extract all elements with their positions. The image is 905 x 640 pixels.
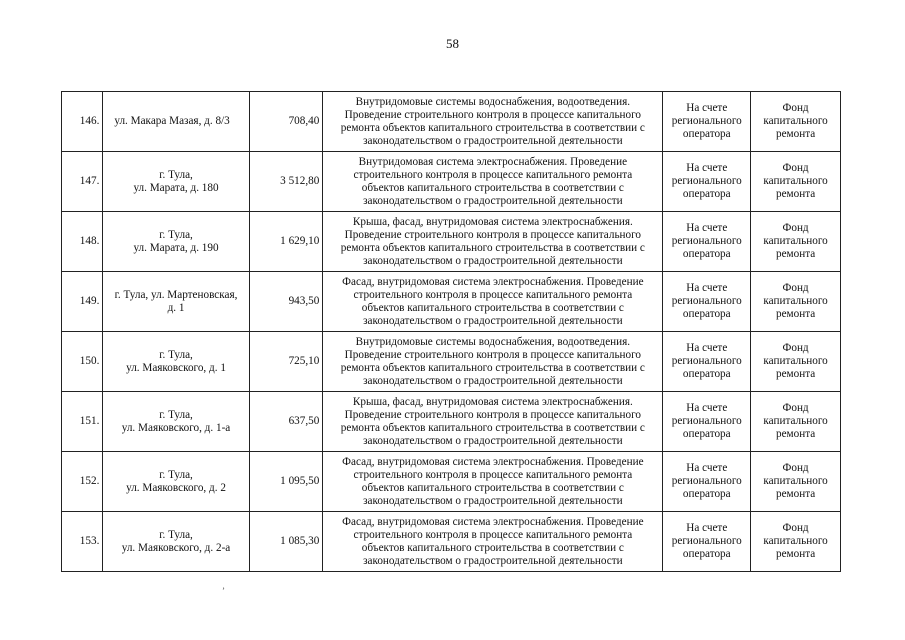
funding-source-cell-line: ремонта xyxy=(775,128,816,140)
works-cell-line: законодательством о градостроительной деятельности xyxy=(363,194,623,207)
row-number-line: 149. xyxy=(79,295,100,307)
account-cell-line: оператора xyxy=(682,248,731,260)
address-cell-line: г. Тула, xyxy=(159,168,193,181)
table-row xyxy=(62,512,841,572)
address-cell-line: ул. Маяковского, д. 1-а xyxy=(121,421,231,434)
account-cell xyxy=(663,452,751,512)
account-cell-line: оператора xyxy=(682,488,731,500)
row-number-line: 152. xyxy=(79,475,100,487)
works-cell-line: Внутридомовая система электроснабжения. Проведение xyxy=(358,155,628,168)
row-number xyxy=(62,212,103,272)
works-cell-line: законодательством о градостроительной деятельности xyxy=(363,554,623,567)
works-cell xyxy=(323,152,663,212)
funding-source-cell-line: капитального xyxy=(763,415,828,427)
works-cell-line: законодательством о градостроительной деятельности xyxy=(363,374,623,387)
row-number xyxy=(62,152,103,212)
works-cell-line: ремонта объектов капитального строительства в соответствии с xyxy=(340,121,645,134)
area-cell-line: 943,50 xyxy=(288,295,320,307)
area-cell xyxy=(249,152,323,212)
works-cell-line: Крыша, фасад, внутридомовая система электроснабжения. xyxy=(352,215,633,228)
account-cell-line: регионального xyxy=(671,475,742,487)
works-cell-line: законодательством о градостроительной деятельности xyxy=(363,314,623,327)
works-cell-line: объектов капитального строительства в соответствии с xyxy=(361,541,624,554)
account-cell-line: На счете xyxy=(686,282,728,294)
works-cell-line: строительного контроля в процессе капитального ремонта xyxy=(353,288,633,301)
works-cell-line: ремонта объектов капитального строительства в соответствии с xyxy=(340,361,645,374)
address-cell-line: ул. Маяковского, д. 2-а xyxy=(121,541,231,554)
row-number-line: 147. xyxy=(79,175,100,187)
works-cell-line: Фасад, внутридомовая система электроснабжения. Проведение xyxy=(342,455,644,468)
address-cell xyxy=(103,212,249,272)
funding-source-cell-line: ремонта xyxy=(775,308,816,320)
works-cell xyxy=(323,332,663,392)
account-cell xyxy=(663,392,751,452)
address-cell xyxy=(103,92,249,152)
table-row xyxy=(62,392,841,452)
account-cell-line: оператора xyxy=(682,188,731,200)
table-row xyxy=(62,152,841,212)
funding-source-cell-line: капитального xyxy=(763,235,828,247)
account-cell-line: На счете xyxy=(686,522,728,534)
account-cell-line: На счете xyxy=(686,102,728,114)
account-cell-line: регионального xyxy=(671,295,742,307)
works-cell xyxy=(323,512,663,572)
table-row xyxy=(62,272,841,332)
works-cell-line: объектов капитального строительства в соответствии с xyxy=(361,481,624,494)
works-cell-line: Внутридомовые системы водоснабжения, водоотведения. xyxy=(355,95,631,108)
account-cell xyxy=(663,92,751,152)
works-cell xyxy=(323,392,663,452)
account-cell-line: регионального xyxy=(671,115,742,127)
works-cell-line: Проведение строительного контроля в процессе капитального xyxy=(344,228,642,241)
address-cell-line: ул. Марата, д. 180 xyxy=(133,181,219,194)
funding-source-cell-line: капитального xyxy=(763,355,828,367)
address-cell-line: г. Тула, xyxy=(159,468,193,481)
funding-source-cell-line: ремонта xyxy=(775,248,816,260)
account-cell xyxy=(663,272,751,332)
works-cell-line: законодательством о градостроительной деятельности xyxy=(363,494,623,507)
scan-mark: ’ xyxy=(222,586,225,596)
account-cell-line: регионального xyxy=(671,175,742,187)
row-number xyxy=(62,452,103,512)
funding-source-cell-line: капитального xyxy=(763,115,828,127)
funding-source-cell-line: ремонта xyxy=(775,368,816,380)
address-cell xyxy=(103,332,249,392)
funding-source-cell-line: ремонта xyxy=(775,488,816,500)
works-cell-line: Фасад, внутридомовая система электроснабжения. Проведение xyxy=(342,515,644,528)
works-cell-line: строительного контроля в процессе капитального ремонта xyxy=(353,168,633,181)
capital-repair-table xyxy=(61,91,841,572)
funding-source-cell-line: капитального xyxy=(763,475,828,487)
row-number-line: 148. xyxy=(79,235,100,247)
table-body xyxy=(62,92,841,572)
area-cell-line: 1 629,10 xyxy=(280,235,320,247)
row-number xyxy=(62,332,103,392)
account-cell xyxy=(663,332,751,392)
address-cell-line: ул. Марата, д. 190 xyxy=(133,241,219,254)
area-cell xyxy=(249,272,323,332)
works-cell-line: законодательством о градостроительной деятельности xyxy=(363,434,623,447)
funding-source-cell-line: капитального xyxy=(763,175,828,187)
works-cell-line: ремонта объектов капитального строительства в соответствии с xyxy=(340,421,645,434)
row-number xyxy=(62,92,103,152)
works-cell-line: Проведение строительного контроля в процессе капитального xyxy=(344,348,642,361)
funding-source-cell-line: Фонд xyxy=(782,282,809,294)
address-cell-line: ул. Маяковского, д. 1 xyxy=(126,361,226,374)
funding-source-cell-line: ремонта xyxy=(775,548,816,560)
funding-source-cell-line: Фонд xyxy=(782,222,809,234)
funding-source-cell xyxy=(751,452,841,512)
funding-source-cell xyxy=(751,332,841,392)
address-cell-line: г. Тула, xyxy=(159,528,193,541)
account-cell-line: На счете xyxy=(686,162,728,174)
account-cell-line: регионального xyxy=(671,535,742,547)
funding-source-cell-line: Фонд xyxy=(782,342,809,354)
account-cell-line: На счете xyxy=(686,462,728,474)
table-row xyxy=(62,212,841,272)
area-cell xyxy=(249,512,323,572)
address-cell-line: г. Тула, ул. Мартеновская, xyxy=(114,288,238,301)
account-cell xyxy=(663,152,751,212)
account-cell-line: оператора xyxy=(682,128,731,140)
address-cell xyxy=(103,152,249,212)
funding-source-cell-line: Фонд xyxy=(782,522,809,534)
row-number-line: 153. xyxy=(79,535,100,547)
account-cell-line: регионального xyxy=(671,415,742,427)
works-cell xyxy=(323,272,663,332)
account-cell-line: оператора xyxy=(682,368,731,380)
works-cell-line: Фасад, внутридомовая система электроснабжения. Проведение xyxy=(342,275,644,288)
funding-source-cell-line: ремонта xyxy=(775,428,816,440)
account-cell-line: регионального xyxy=(671,355,742,367)
area-cell-line: 725,10 xyxy=(288,355,320,367)
account-cell-line: оператора xyxy=(682,308,731,320)
funding-source-cell-line: Фонд xyxy=(782,162,809,174)
funding-source-cell xyxy=(751,92,841,152)
funding-source-cell xyxy=(751,152,841,212)
area-cell xyxy=(249,392,323,452)
funding-source-cell xyxy=(751,272,841,332)
address-cell xyxy=(103,272,249,332)
area-cell-line: 1 085,30 xyxy=(280,535,320,547)
account-cell-line: регионального xyxy=(671,235,742,247)
works-cell-line: Проведение строительного контроля в процессе капитального xyxy=(344,408,642,421)
funding-source-cell xyxy=(751,212,841,272)
area-cell xyxy=(249,92,323,152)
area-cell-line: 708,40 xyxy=(288,115,320,127)
row-number-line: 150. xyxy=(79,355,100,367)
works-cell-line: строительного контроля в процессе капитального ремонта xyxy=(353,468,633,481)
address-cell-line: г. Тула, xyxy=(159,348,193,361)
area-cell xyxy=(249,452,323,512)
funding-source-cell-line: Фонд xyxy=(782,102,809,114)
address-cell xyxy=(103,392,249,452)
area-cell-line: 637,50 xyxy=(288,415,320,427)
account-cell-line: На счете xyxy=(686,402,728,414)
address-cell-line: ул. Макара Мазая, д. 8/3 xyxy=(114,115,230,127)
address-cell-line: ул. Маяковского, д. 2 xyxy=(126,481,226,494)
page-number: 58 xyxy=(446,36,459,51)
works-cell-line: объектов капитального строительства в соответствии с xyxy=(361,181,624,194)
area-cell-line: 1 095,50 xyxy=(280,475,320,487)
row-number-line: 151. xyxy=(79,415,100,427)
row-number xyxy=(62,512,103,572)
works-cell-line: строительного контроля в процессе капитального ремонта xyxy=(353,528,633,541)
address-cell xyxy=(103,512,249,572)
account-cell-line: оператора xyxy=(682,548,731,560)
area-cell-line: 3 512,80 xyxy=(280,175,320,187)
funding-source-cell-line: Фонд xyxy=(782,402,809,414)
works-cell xyxy=(323,452,663,512)
account-cell-line: На счете xyxy=(686,222,728,234)
account-cell-line: оператора xyxy=(682,428,731,440)
works-cell-line: Внутридомовые системы водоснабжения, водоотведения. xyxy=(355,335,631,348)
funding-source-cell-line: капитального xyxy=(763,535,828,547)
table-row xyxy=(62,332,841,392)
works-cell xyxy=(323,212,663,272)
account-cell xyxy=(663,212,751,272)
works-cell-line: объектов капитального строительства в соответствии с xyxy=(361,301,624,314)
works-cell-line: Проведение строительного контроля в процессе капитального xyxy=(344,108,642,121)
address-cell-line: г. Тула, xyxy=(159,228,193,241)
works-cell-line: Крыша, фасад, внутридомовая система электроснабжения. xyxy=(352,395,633,408)
funding-source-cell xyxy=(751,392,841,452)
funding-source-cell-line: ремонта xyxy=(775,188,816,200)
address-cell xyxy=(103,452,249,512)
works-cell-line: законодательством о градостроительной деятельности xyxy=(363,254,623,267)
account-cell xyxy=(663,512,751,572)
funding-source-cell xyxy=(751,512,841,572)
table-row xyxy=(62,92,841,152)
works-cell-line: законодательством о градостроительной деятельности xyxy=(363,134,623,147)
area-cell xyxy=(249,212,323,272)
table-row xyxy=(62,452,841,512)
works-cell xyxy=(323,92,663,152)
account-cell-line: На счете xyxy=(686,342,728,354)
funding-source-cell-line: капитального xyxy=(763,295,828,307)
row-number-line: 146. xyxy=(79,115,100,127)
funding-source-cell-line: Фонд xyxy=(782,462,809,474)
address-cell-line: д. 1 xyxy=(167,301,185,314)
address-cell-line: г. Тула, xyxy=(159,408,193,421)
row-number xyxy=(62,272,103,332)
row-number xyxy=(62,392,103,452)
works-cell-line: ремонта объектов капитального строительства в соответствии с xyxy=(340,241,645,254)
area-cell xyxy=(249,332,323,392)
